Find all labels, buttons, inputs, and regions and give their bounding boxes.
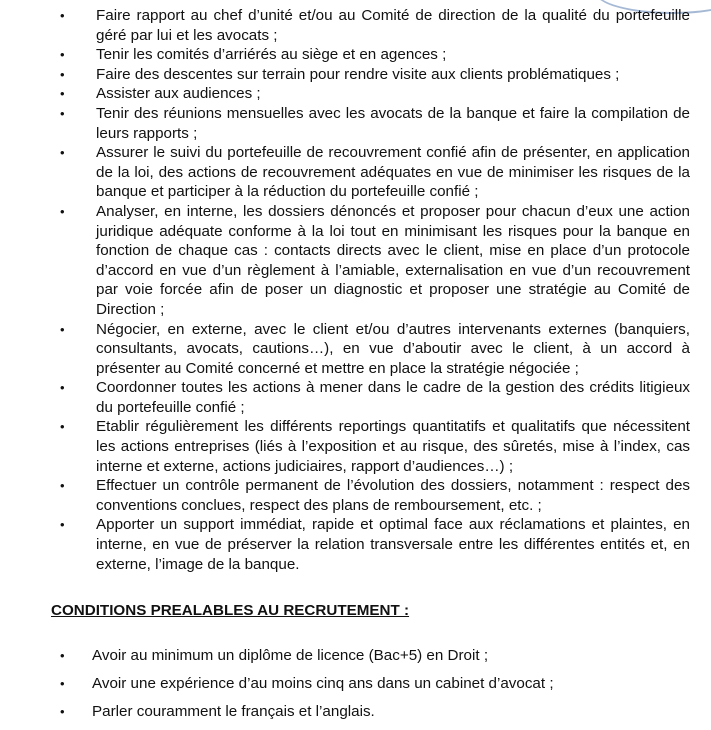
list-item-text: Apporter un support immédiat, rapide et optimal face aux réclamations et plaintes, en interne, en vue de préserver la relation transversale entre les différentes entités et, en externe, l’image de la banque. <box>96 516 690 573</box>
bullet-icon: • <box>60 704 65 719</box>
section-title: CONDITIONS PREALABLES AU RECRUTEMENT : <box>51 602 410 619</box>
bullet-icon: • <box>60 203 65 219</box>
bullet-icon: • <box>60 478 65 494</box>
list-item <box>60 6 690 45</box>
bullet-icon: • <box>60 419 65 435</box>
bullet-icon: • <box>60 145 65 161</box>
bullet-icon: • <box>60 105 65 121</box>
list-item <box>60 702 690 722</box>
list-item <box>60 104 690 143</box>
list-item-text: Effectuer un contrôle permanent de l’évolution des dossiers, notamment : respect des conventions conclues, respect des plans de remboursement, etc. ; <box>96 477 690 514</box>
list-item <box>60 143 690 202</box>
list-item <box>60 65 690 85</box>
list-item <box>60 320 690 379</box>
list-item <box>60 202 690 320</box>
list-item-text: Assurer le suivi du portefeuille de recouvrement confié afin de présenter, en application de la loi, des actions de recouvrement adéquates en vue de minimiser les risques de la banque et participer à la réduction du portefeuille confié ; <box>96 144 690 201</box>
list-item-text: Parler couramment le français et l’anglais. <box>92 703 375 720</box>
list-item-text: Avoir une expérience d’au moins cinq ans dans un cabinet d’avocat ; <box>92 675 554 692</box>
list-item-text: Faire des descentes sur terrain pour rendre visite aux clients problématiques ; <box>96 65 620 83</box>
bullet-icon: • <box>60 66 65 82</box>
list-item <box>60 646 690 666</box>
list-item-text: Etablir régulièrement les différents reportings quantitatifs et qualitatifs que nécessitent les actions entreprises (liés à l’exposition et au risque, des sûretés, mise à l’index, cas interne et externe, actions judiciaires, rapport d’audiences…) ; <box>96 418 690 475</box>
list-item-text: Tenir les comités d’arriérés au siège et en agences ; <box>96 46 447 64</box>
list-item <box>60 45 690 65</box>
list-item <box>60 378 690 417</box>
list-item <box>60 84 690 104</box>
duties-list <box>60 6 690 574</box>
bullet-icon: • <box>60 648 65 663</box>
list-item <box>60 476 690 515</box>
bullet-icon: • <box>60 8 65 23</box>
list-item <box>60 674 690 694</box>
list-item <box>60 515 690 574</box>
list-item <box>60 417 690 476</box>
list-item-text: Faire rapport au chef d’unité et/ou au Comité de direction de la qualité du portefeuille géré par lui et les avocats ; <box>96 7 690 44</box>
bullet-icon: • <box>60 380 65 396</box>
list-item-text: Analyser, en interne, les dossiers dénoncés et proposer pour chacun d’eux une action juridique adéquate conforme à la loi tout en minimisant les risques pour la banque en fonction de chaque cas : contacts directs avec le client, mise en place d’un protocole d’accord en vue d’un règlement à l’amiable, externalisation en vue d’un recouvrement par voie forcée afin de poser un diagnostic et proposer une stratégie au Comité de Direction ; <box>96 202 690 318</box>
bullet-icon: • <box>60 86 65 102</box>
list-item-text: Tenir des réunions mensuelles avec les avocats de la banque et faire la compilation de leurs rapports ; <box>96 104 690 142</box>
list-item-text: Coordonner toutes les actions à mener dans le cadre de la gestion des crédits litigieux du portefeuille confié ; <box>96 379 690 416</box>
list-item-text: Négocier, en externe, avec le client et/ou d’autres intervenants externes (banquiers, consultants, avocats, cautions…), en vue d’aboutir avec le client, à un accord à présenter au Comité concerné et mettre en place la stratégie négociée ; <box>96 320 690 377</box>
bullet-icon: • <box>60 47 65 63</box>
conditions-list <box>60 646 690 730</box>
list-item-text: Avoir au minimum un diplôme de licence (Bac+5) en Droit ; <box>92 647 489 664</box>
bullet-icon: • <box>60 676 65 691</box>
bullet-icon: • <box>60 321 65 337</box>
list-item-text: Assister aux audiences ; <box>96 85 261 103</box>
bullet-icon: • <box>60 517 65 533</box>
